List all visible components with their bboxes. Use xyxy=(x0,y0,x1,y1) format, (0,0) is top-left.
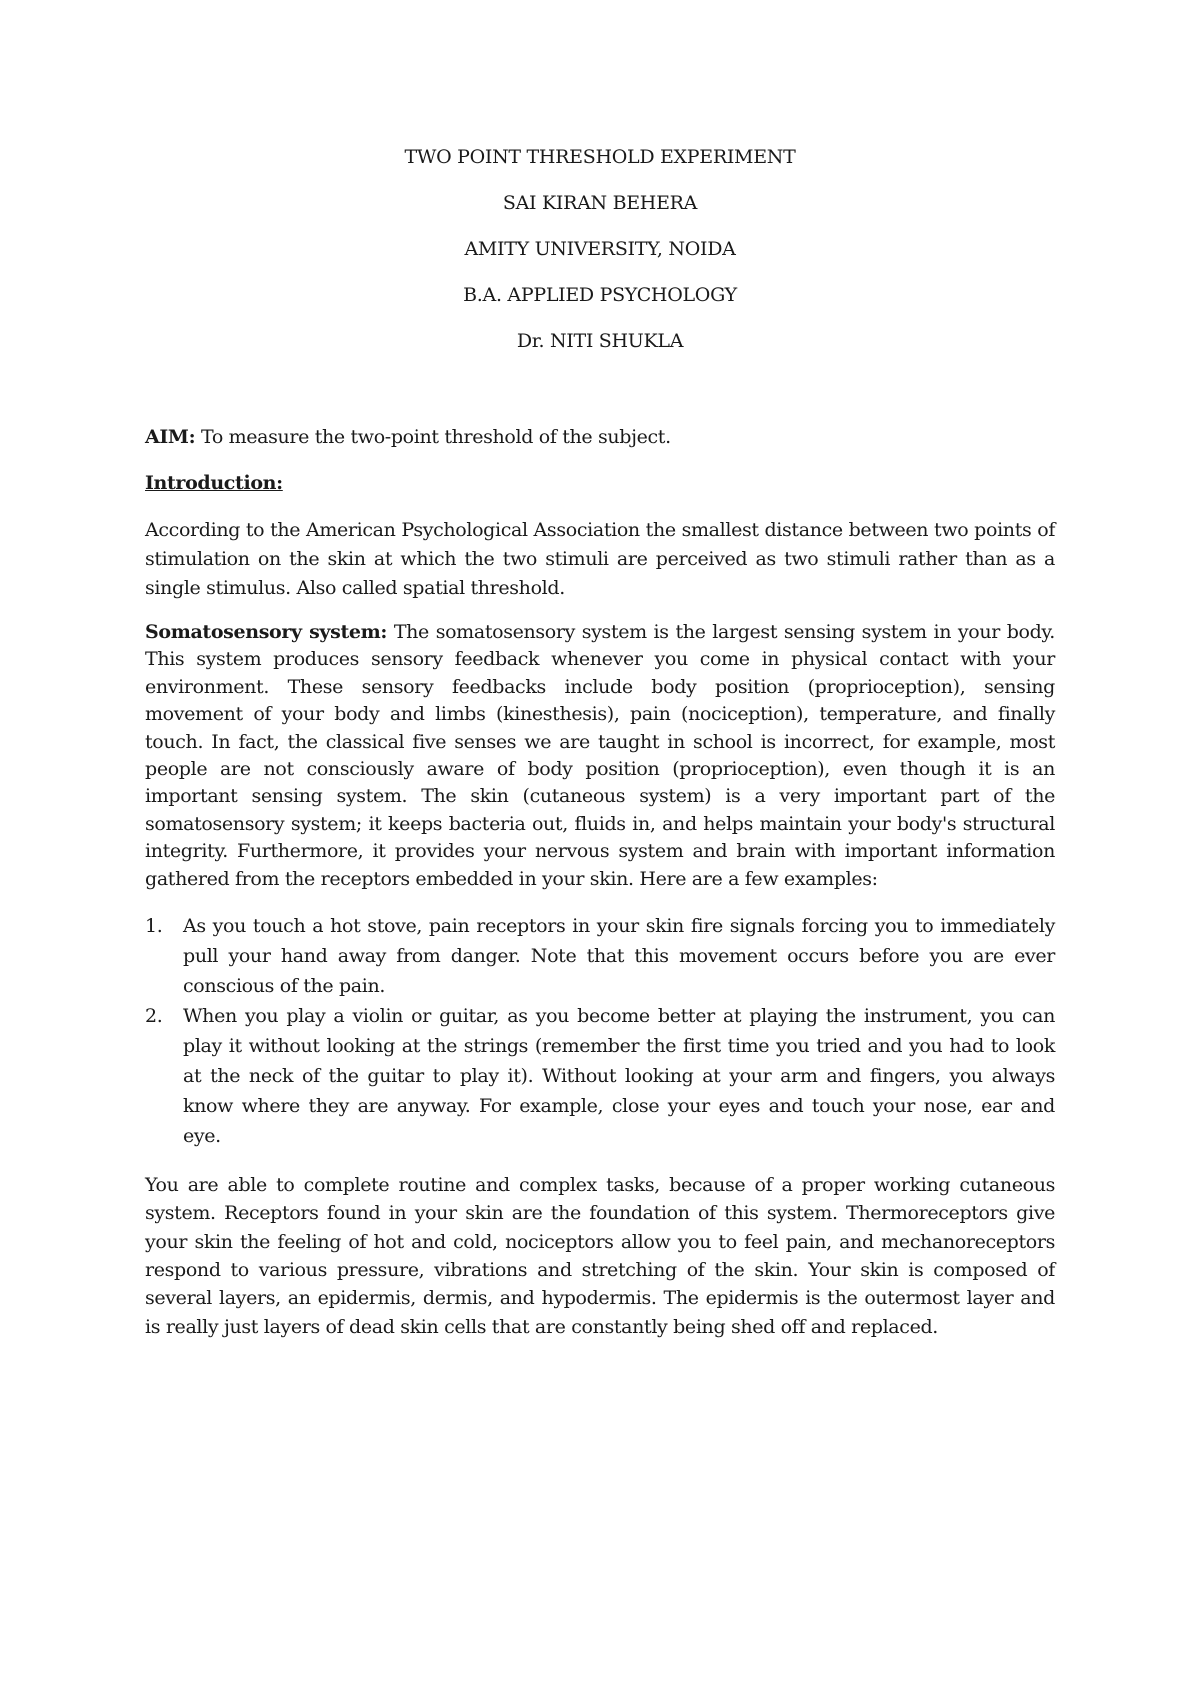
aim-paragraph xyxy=(145,424,1055,450)
title-block xyxy=(0,145,1200,375)
somatosensory-text: The somatosensory system is the largest sensing system in your body. This system produces sensory feedback whenever you come in physical contact with your environment. These sensory feedbacks include body position (proprioception), sensing movement of your body and limbs (kinesthesis), pain (nociception), temperature, and finally touch. In fact, the classical five senses we are taught in school is incorrect, for example, most people are not consciously aware of body position (proprioception), even though it is an important sensing system. The skin (cutaneous system) is a very important part of the somatosensory system; it keeps bacteria out, fluids in, and helps maintain your body's structural integrity. Furthermore, it provides your nervous system and brain with important information gathered from the receptors embedded in your skin. Here are a few examples: xyxy=(145,621,1055,890)
list-item xyxy=(145,911,1055,1001)
introduction-heading: Introduction: xyxy=(145,472,283,494)
closing-paragraph: You are able to complete routine and complex tasks, because of a proper working cutaneous system. Receptors found in your skin are the foundation of this system. Thermoreceptors give your skin the feeling of hot and cold, nociceptors allow you to feel pain, and mechanoreceptors respond to various pressure, vibrations and stretching of the skin. Your skin is composed of several layers, an epidermis, dermis, and hypodermis. The epidermis is the outermost layer and is really just layers of dead skin cells that are constantly being shed off and replaced. xyxy=(145,1174,1055,1338)
list-item-number: 1. xyxy=(145,915,163,938)
program-name: B.A. APPLIED PSYCHOLOGY xyxy=(463,284,737,306)
list-item-number: 2. xyxy=(145,1005,163,1028)
institution-name: AMITY UNIVERSITY, NOIDA xyxy=(464,238,736,260)
document-body xyxy=(145,424,1055,1341)
list-item-text: When you play a violin or guitar, as you become better at playing the instrument, you can play it without looking at the strings (remember the first time you tried and you had to look at the neck of the guitar to play it). Without looking at your arm and fingers, you always know where they are anyway. For example, close your eyes and touch your nose, ear and eye. xyxy=(183,1005,1055,1148)
list-item-text: As you touch a hot stove, pain receptors in your skin fire signals forcing you to immediately pull your hand away from danger. Note that this movement occurs before you are ever conscious of the pain. xyxy=(183,915,1055,998)
introduction-body: According to the American Psychological Association the smallest distance between two points of stimulation on the skin at which the two stimuli are perceived as two stimuli rather than as a single stimulus. Also called spatial threshold. xyxy=(145,519,1055,599)
author-name: SAI KIRAN BEHERA xyxy=(502,192,698,214)
document-title: TWO POINT THRESHOLD EXPERIMENT xyxy=(404,146,796,168)
list-item xyxy=(145,1001,1055,1151)
examples-list xyxy=(145,911,1055,1151)
aim-label: AIM: xyxy=(145,426,196,448)
somatosensory-paragraph xyxy=(145,619,1055,893)
aim-text: To measure the two-point threshold of the subject. xyxy=(195,426,671,448)
somatosensory-label: Somatosensory system: xyxy=(145,621,388,643)
supervisor-name: Dr. NITI SHUKLA xyxy=(516,330,684,352)
